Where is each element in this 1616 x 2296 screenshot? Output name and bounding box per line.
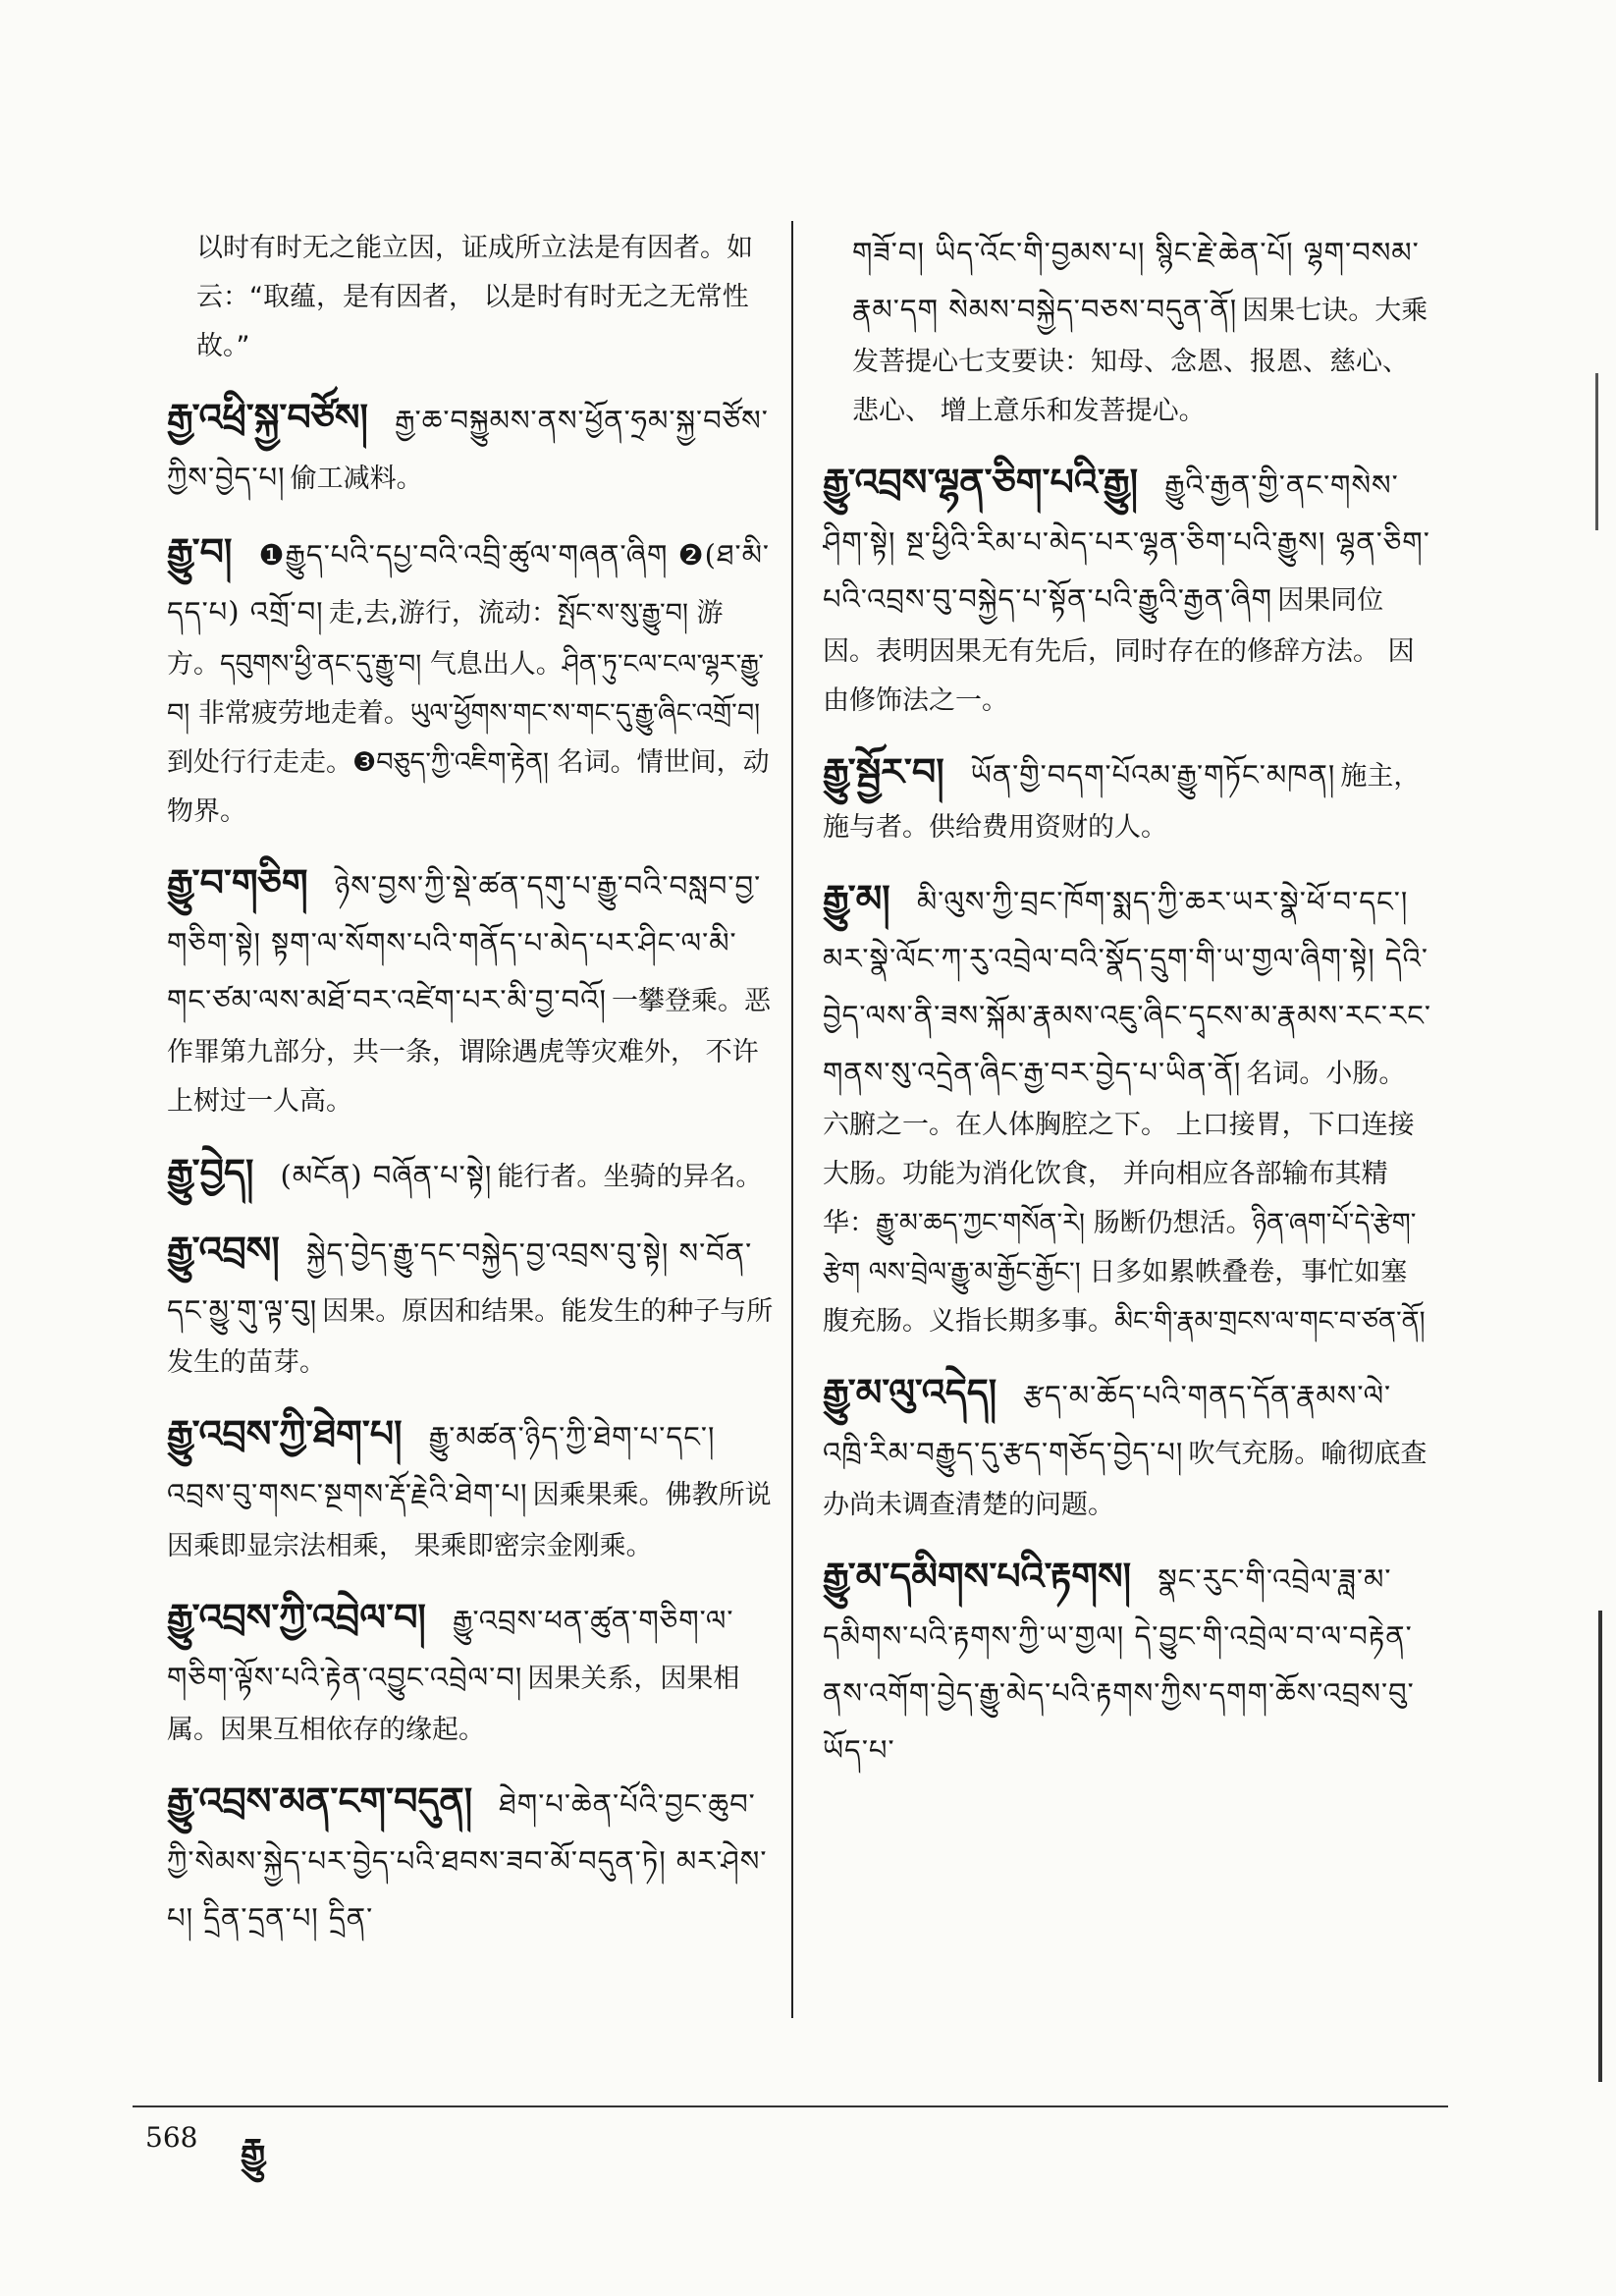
entry: [167, 854, 776, 1126]
chinese-text: 施主，施与者。供给费用资财的人。: [823, 761, 1421, 843]
entry: [823, 870, 1431, 1346]
tibetan-definition: རྒྱུའི་རྒྱན་གྱི་ནང་གསེས་ཤིག་སྟེ། སྔ་ཕྱིའི་རིམ་པ་མེད་པར་ལྷན་ཅིག་པའི་རྒྱུས། ལྷན་ཅིག་པའི་འབྲས་བུ་བསྐྱེད་པ་སྟོན་པའི་རྒྱུའི་རྒྱན་ཞིག: [823, 468, 1430, 616]
headword: རྒྱུ་འབྲས་ཀྱི་འབྲེལ་བ།: [167, 1596, 426, 1639]
headword: རྒྱུ་བ་གཅིག: [167, 861, 308, 904]
headword: རྒྱུ་འབྲས་ཀྱི་ཐེག་པ།: [167, 1412, 403, 1455]
headword: རྒྱ་འཕྲི་སྐྱ་བཙོས།: [167, 396, 368, 439]
entry-continuation: [823, 224, 1431, 436]
tibetan-definition: སྐྱེད་བྱེད་རྒྱུ་དང་བསྐྱེད་བྱ་འབྲས་བུ་སྟེ། ས་བོན་དང་མྱུ་གུ་ལྟ་བུ།: [167, 1236, 753, 1327]
right-column: [823, 224, 1431, 2031]
chinese-text: 因果七诀。大乘发菩提心七支要诀：知母、念恩、报恩、慈心、悲心、 增上意乐和发菩提心。: [852, 296, 1428, 426]
tibetan-definition: རྒྱུ་འབྲས་ཕན་ཚུན་གཅིག་ལ་གཅིག་ལྟོས་པའི་རྟེན་འབྱུང་འབྲེལ་བ།: [167, 1604, 734, 1694]
tibetan-definition: ❶རྒྱུད་པའི་དཔྱ་བའི་འབྲི་ཚུལ་གཞན་ཞིག ❷(ཐ་མི་དད་པ) འགྲོ་བ།: [167, 538, 771, 629]
tibetan-definition: སྣང་རུང་གི་འབྲེལ་ཟླ་མ་དམིགས་པའི་རྟགས་ཀྱི་ཡ་གྱལ། དེ་བྱུང་གི་འབྲེལ་བ་ལ་བརྟེན་ནས་འགོག་བྱེད་རྒྱུ་མེད་པའི་རྟགས་ཀྱིས་དགག་ཆོས་འབྲས་བུ་ཡོད་པ་: [823, 1562, 1415, 1767]
page-number: 568: [145, 2121, 198, 2154]
entry: [823, 1548, 1431, 1778]
tibetan-definition: གཟོ་བ། ཡིད་འོང་གི་བྱམས་པ། སྙིང་རྗེ་ཆེན་པོ། ལྷག་བསམ་རྣམ་དག སེམས་བསྐྱེད་བཅས་བདུན་ནོ།: [852, 236, 1420, 326]
headword: རྒྱུ་འབྲས།: [167, 1229, 280, 1272]
headword: རྒྱུ་སྦྱོར་བ།: [823, 750, 944, 793]
headword: རྒྱུ་འབྲས་ལྷན་ཅིག་པའི་རྒྱུ།: [823, 461, 1139, 504]
column-divider: [791, 221, 793, 2018]
edge-bar: [1598, 1611, 1610, 2082]
chinese-text: 因果。原因和结果。能发生的种子与所发生的苗芽。: [167, 1296, 774, 1378]
chinese-text: 吹气充肠。喻彻底查办尚未调查清楚的问题。: [823, 1439, 1427, 1520]
headword: རྒྱུ་མ།: [823, 877, 890, 920]
edge-marks: [1595, 373, 1608, 530]
entry: [823, 1364, 1431, 1530]
left-column: [167, 224, 776, 2031]
chinese-text: 名词。小肠。六腑之一。在人体胸腔之下。 上口接胃，下口连接大肠。功能为消化饮食， 并向相应各部输布其精华：རྒྱུ་མ་ཆད་ཀྱང་གསོན་རེ། 肠断仍想活。ཉིན་ཞག་པོ་དེ་རྩེག་རྩེག ལས་བྲེལ་རྒྱུ་མ་རྒྱོང་རྒྱོང་། 日多如累帙叠卷，事忙如塞腹充肠。义指长期多事。མིང་གི་རྣམ་གྲངས་ལ་གང་བ་ཙན་ནོ།: [823, 1059, 1426, 1337]
chinese-text: 偷工减料。: [290, 464, 423, 494]
section-letter: རྒྱུ: [241, 2131, 266, 2172]
tibetan-definition: ཉེས་བྱས་ཀྱི་སྡེ་ཚན་དགུ་པ་རྒྱུ་བའི་བསླབ་བྱ་གཅིག་སྟེ། སྟག་ལ་སོགས་པའི་གནོད་པ་མེད་པར་ཤིང་ལ་མི་གང་ཙམ་ལས་མཐོ་བར་འཛེག་པར་མི་བྱ་བའོ།: [167, 869, 762, 1016]
entry: [167, 1222, 776, 1388]
headword: རྒྱུ་མ་དམིགས་པའི་རྟགས།: [823, 1555, 1132, 1598]
entry: [167, 1589, 776, 1755]
chinese-text: 以时有时无之能立因，证成所立法是有因者。如云：“取蕴，是有因者， 以是时有时无之无常性故。”: [196, 233, 753, 361]
chinese-text: 因果同位因。表明因果无有先后，同时存在的修辞方法。 因由修饰法之一。: [823, 585, 1415, 716]
entry: [167, 389, 776, 506]
entry-continuation: [167, 224, 776, 371]
chinese-text: 能行者。坐骑的异名。: [497, 1162, 763, 1192]
entry: [167, 1405, 776, 1571]
tibetan-definition: རྩད་མ་ཆོད་པའི་གནད་དོན་རྣམས་ལེ་འཁྲི་རིམ་བརྒྱུད་དུ་རྩད་གཅོད་བྱེད་པ།: [823, 1379, 1392, 1469]
tibetan-definition: ཡོན་གྱི་བདག་པོའམ་རྒྱུ་གཏོང་མཁན།: [970, 758, 1336, 792]
headword: རྒྱུ་བ།: [167, 530, 233, 574]
entry: [823, 454, 1431, 726]
chinese-text: 走,去,游行，流动：སྤོང་ས་སུ་རྒྱུ་བ། 游方。དབུགས་ཕྱི་ནང་དུ་རྒྱུ་བ། 气息出人。ཤིན་ཏུ་ངལ་ངལ་ལྷར་རྒྱུ་བ། 非常疲劳地走着。ཡུལ་ཕྱོགས་གང་ས་གང་དུ་རྒྱུ་ཞིང་འགྲོ་བ། 到处行行走走。❸བཅུད་ཀྱི་འཇིག་རྟེན། 名词。情世间，动物界。: [167, 598, 770, 827]
chinese-text: 因果关系，因果相属。因果互相依存的缘起。: [167, 1664, 740, 1745]
tibetan-definition: རྒྱུ་མཚན་ཉིད་ཀྱི་ཐེག་པ་དང་། འབྲས་བུ་གསང་སྔགས་རྡོ་རྗེའི་ཐེག་པ།: [167, 1420, 716, 1510]
headword: རྒྱུ་མ་ལུ་འདེད།: [823, 1371, 997, 1414]
entry: [823, 743, 1431, 852]
tibetan-definition: རྒྱ་ཆ་བསྐྱུམས་ནས་ཕྱོན་ཧྲམ་སྐྱ་བཙོས་ཀྱིས་བྱེད་པ།: [167, 404, 769, 494]
tibetan-definition: མི་ལུས་ཀྱི་བྲང་ཁོག་སྨད་ཀྱི་ཆར་ཡར་སྣེ་ཕོ་བ་དང་། མར་སྣེ་ལོང་ཀ་རུ་འབྲེལ་བའི་སྣོད་དྲུག་གི་ཡ་གྱལ་ཞིག་སྟེ། དེའི་བྱེད་ལས་ནི་ཟས་སྐོམ་རྣམས་འཇུ་ཞིང་དྭངས་མ་རྣམས་རང་རང་གནས་སུ་འདྲེན་ཞིང་རྒྱ་བར་བྱེད་པ་ཡིན་ནོ།: [823, 885, 1431, 1089]
entry: [167, 1773, 776, 1946]
tibetan-definition: ཐེག་པ་ཆེན་པོའི་བྱང་ཆུབ་ཀྱི་སེམས་སྐྱེད་པར་བྱེད་པའི་ཐབས་ཟབ་མོ་བདུན་ཏེ། མར་ཤེས་པ། དྲིན་དྲན་པ། དྲིན་: [167, 1787, 768, 1935]
tibetan-definition: (མངོན) བཞོན་པ་སྟེ།: [280, 1159, 493, 1192]
footer-rule: [133, 2105, 1448, 2107]
headword: རྒྱུ་བྱེད།: [167, 1151, 254, 1194]
entry: [167, 523, 776, 837]
entry: [167, 1144, 776, 1204]
chinese-text: 因乘果乘。佛教所说因乘即显宗法相乘， 果乘即密宗金刚乘。: [167, 1480, 772, 1561]
headword: རྒྱུ་འབྲས་མན་ངག་བདུན།: [167, 1779, 473, 1823]
chinese-text: 一攀登乘。恶作罪第九部分，共一条，谓除遇虎等灾难外， 不许上树过一人高。: [167, 986, 771, 1117]
